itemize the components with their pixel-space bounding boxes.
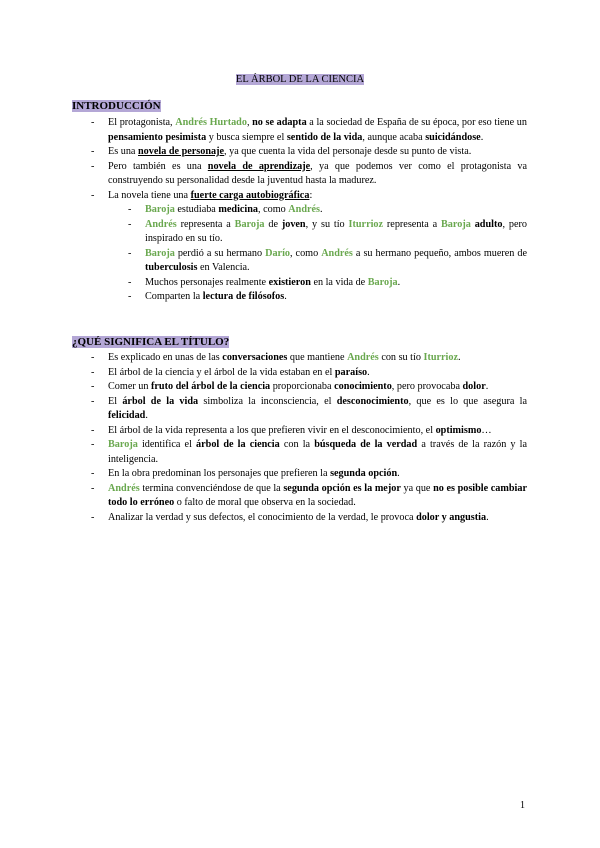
- bullet-dash: -: [91, 511, 95, 523]
- name-highlight: Andrés: [145, 218, 177, 230]
- bullet-dash: -: [91, 439, 95, 450]
- emphasis-text: no es posible cambiar todo lo erróneo: [108, 482, 527, 508]
- section-heading-titulo: [72, 335, 229, 349]
- text-run: El protagonista,: [108, 117, 176, 128]
- text-run: con la: [279, 439, 315, 450]
- text-run: o falto de moral que observa en la sociedad.: [174, 497, 356, 508]
- text-run: .: [485, 381, 489, 392]
- name-highlight: Andrés: [288, 204, 320, 215]
- emphasis-text: conversaciones: [222, 352, 288, 363]
- bullet-dash: -: [91, 381, 95, 392]
- text-run: El: [108, 395, 123, 407]
- emphasis-text: conocimiento: [334, 381, 392, 392]
- text-run: .: [486, 511, 489, 523]
- list-item: [91, 467, 527, 482]
- text-run: en la vida de: [310, 276, 368, 288]
- emphasis-text: novela de aprendizaje: [207, 160, 311, 172]
- emphasis-text: felicidad: [108, 410, 146, 421]
- name-highlight: Baroja: [367, 276, 398, 288]
- emphasis-text: árbol de la ciencia: [196, 439, 280, 450]
- section-heading-text: INTRODUCCIÓN: [72, 100, 161, 112]
- name-highlight: Baroja: [145, 247, 175, 259]
- list-item: [91, 482, 527, 511]
- bullet-dash: -: [91, 395, 95, 407]
- text-run: , aunque acaba: [362, 131, 426, 143]
- text-run: .: [480, 131, 484, 143]
- emphasis-text: optimismo: [435, 424, 482, 436]
- list-item: [91, 351, 527, 366]
- emphasis-text: desconocimiento: [336, 395, 409, 407]
- text-run: ,: [246, 117, 253, 128]
- text-run: .: [458, 352, 461, 363]
- section-heading-text: ¿QUÉ SIGNIFICA EL TÍTULO?: [72, 336, 230, 348]
- emphasis-text: sentido de la vida: [286, 131, 363, 143]
- bullet-dash: -: [128, 276, 132, 288]
- sub-list-item: [128, 247, 527, 276]
- text-run: con su tío: [378, 352, 424, 363]
- text-run: termina convenciéndose de que la: [139, 482, 284, 494]
- sub-list-item: [128, 290, 527, 305]
- name-highlight: Baroja: [234, 218, 265, 230]
- text-run: en Valencia.: [197, 262, 250, 273]
- titulo-list: [0, 351, 600, 525]
- document-title-text: EL ÁRBOL DE LA CIENCIA: [235, 74, 365, 85]
- sub-list-item: [128, 276, 527, 291]
- text-run: , y su tío: [305, 218, 349, 230]
- emphasis-text: paraíso: [334, 366, 368, 378]
- text-run: .: [367, 366, 370, 378]
- text-run: estudiaba: [174, 204, 219, 215]
- name-highlight: Andrés: [108, 482, 140, 494]
- bullet-dash: -: [91, 468, 95, 479]
- emphasis-text: dolor: [462, 381, 486, 392]
- page-number: 1: [520, 800, 525, 811]
- bullet-dash: -: [91, 424, 95, 436]
- bullet-dash: -: [91, 482, 95, 494]
- text-run: perdió a su hermano: [174, 247, 266, 259]
- text-run: .: [397, 468, 400, 479]
- emphasis-text: novela de personaje: [138, 146, 225, 157]
- emphasis-text: joven: [281, 218, 306, 230]
- text-run: Comer un: [108, 381, 152, 392]
- bullet-dash: -: [91, 189, 95, 201]
- text-run: , pero provocaba: [391, 381, 463, 392]
- emphasis-text: adulto: [474, 218, 503, 230]
- text-run: Muchos personajes realmente: [145, 276, 269, 288]
- text-run: .: [320, 204, 323, 215]
- text-run: Es explicado en unas de las: [108, 352, 223, 363]
- bullet-dash: -: [128, 204, 132, 215]
- list-item: [91, 160, 527, 189]
- text-run: , ya que cuenta la vida del personaje desde su punto de vista.: [224, 146, 472, 157]
- text-run: representa a: [176, 218, 235, 230]
- emphasis-text: pensamiento pesimista: [108, 131, 207, 143]
- text-run: Pero también es una: [108, 160, 208, 172]
- emphasis-text: árbol de la vida: [122, 395, 199, 407]
- text-run: Analizar la verdad y sus defectos, el conocimiento de la verdad, le provoca: [108, 511, 417, 523]
- emphasis-text: lectura de filósofos: [202, 291, 285, 302]
- emphasis-text: fuerte carga autobiográfica: [190, 189, 310, 201]
- sub-list-item: [128, 203, 527, 218]
- emphasis-text: segunda opción: [330, 468, 398, 479]
- list-item: [91, 424, 527, 439]
- emphasis-text: dolor y angustia: [416, 511, 487, 523]
- text-run: , como: [290, 247, 322, 259]
- list-item: [91, 145, 527, 160]
- text-run: y busca siempre el: [206, 131, 287, 143]
- name-highlight: Iturrioz: [423, 352, 458, 363]
- emphasis-text: no se adapta: [252, 117, 307, 128]
- text-run: identifica el: [137, 439, 197, 450]
- bullet-dash: -: [91, 117, 95, 128]
- text-run: proporcionaba: [270, 381, 335, 392]
- text-run: …: [481, 424, 492, 436]
- name-highlight: Iturrioz: [348, 218, 384, 230]
- name-highlight: Andrés: [347, 352, 379, 363]
- text-run: :: [309, 189, 313, 201]
- name-highlight: Baroja: [441, 218, 471, 230]
- emphasis-text: medicina: [218, 204, 259, 215]
- list-item: [91, 511, 527, 526]
- emphasis-text: tuberculosis: [145, 262, 198, 273]
- text-run: a su hermano pequeño, ambos mueren de: [352, 247, 527, 259]
- bullet-dash: -: [128, 218, 132, 230]
- name-highlight: Andrés Hurtado: [175, 117, 247, 128]
- bullet-dash: -: [91, 160, 95, 172]
- name-highlight: Andrés: [321, 247, 353, 259]
- bullet-dash: -: [128, 247, 132, 259]
- list-item: [91, 438, 527, 467]
- text-run: .: [284, 291, 287, 302]
- list-item: [91, 189, 527, 204]
- bullet-dash: -: [91, 352, 95, 363]
- text-run: Es una: [108, 146, 138, 157]
- section-heading-introduccion: [72, 99, 161, 113]
- emphasis-text: búsqueda de la verdad: [314, 439, 418, 450]
- emphasis-text: segunda opción es la mejor: [283, 482, 401, 494]
- text-run: ya que: [400, 482, 434, 494]
- name-highlight: Baroja: [145, 204, 175, 215]
- bullet-dash: -: [128, 291, 132, 302]
- intro-list: [0, 116, 600, 305]
- text-run: .: [145, 410, 148, 421]
- text-run: a la sociedad de España de su época, por eso tiene un: [306, 117, 527, 128]
- text-run: El árbol de la ciencia y el árbol de la vida estaban en el: [108, 366, 335, 378]
- bullet-dash: -: [91, 366, 95, 378]
- text-run: a través de la razón y la inteligencia.: [108, 439, 527, 465]
- document-title: [0, 73, 600, 86]
- text-run: de: [264, 218, 282, 230]
- text-run: , pero inspirado en su tío.: [145, 218, 527, 244]
- text-run: .: [397, 276, 401, 288]
- sub-list-item: [128, 218, 527, 247]
- text-run: simboliza la inconsciencia, el: [198, 395, 337, 407]
- text-run: que mantiene: [287, 352, 348, 363]
- name-highlight: Darío: [265, 247, 290, 259]
- text-run: , como: [258, 204, 289, 215]
- name-highlight: Baroja: [108, 439, 138, 450]
- text-run: , ya que podemos ver como el protagonista va construyendo su personalidad desde la juventud hasta la madurez.: [108, 160, 527, 186]
- text-run: En la obra predominan los personajes que prefieren la: [108, 468, 331, 479]
- emphasis-text: suicidándose: [425, 131, 481, 143]
- text-run: representa a: [383, 218, 442, 230]
- text-run: La novela tiene una: [108, 189, 191, 201]
- text-run: El árbol de la vida representa a los que prefieren vivir en el desconocimiento, el: [108, 424, 436, 436]
- text-run: , que es lo que asegura la: [408, 395, 527, 407]
- bullet-dash: -: [91, 146, 95, 157]
- list-item: [91, 380, 527, 395]
- emphasis-text: fruto del árbol de la ciencia: [151, 381, 271, 392]
- list-item: [91, 366, 527, 381]
- text-run: Comparten la: [145, 291, 203, 302]
- emphasis-text: existieron: [268, 276, 311, 288]
- list-item: [91, 395, 527, 424]
- list-item: [91, 116, 527, 145]
